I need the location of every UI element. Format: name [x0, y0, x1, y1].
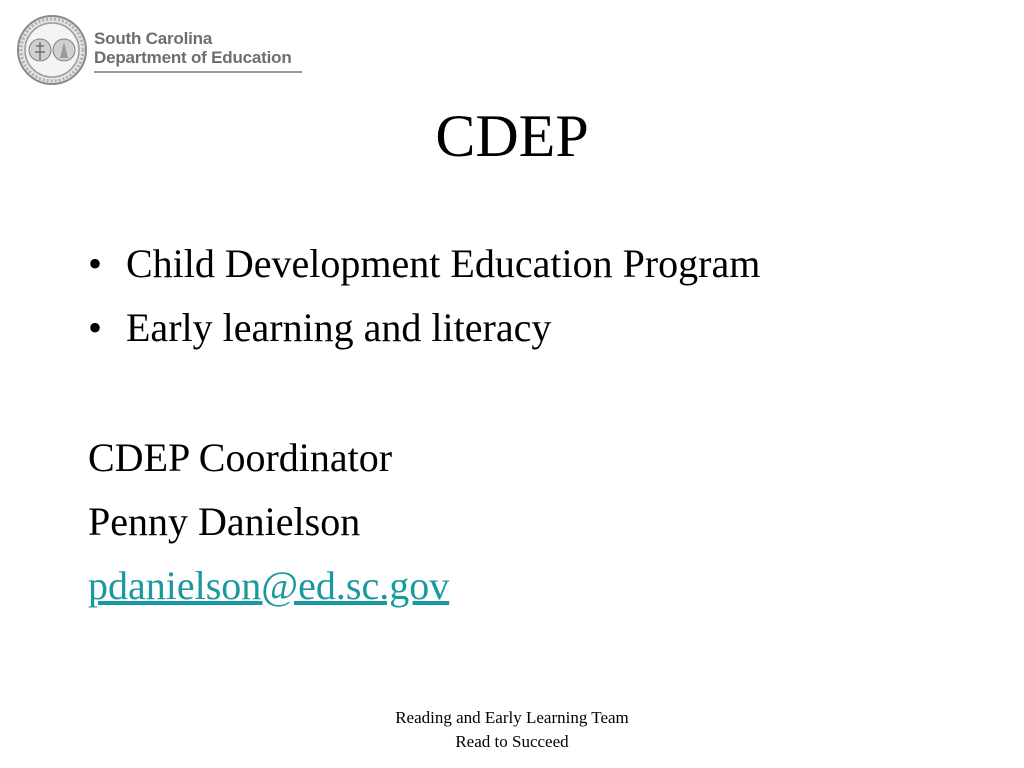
footer-program: Read to Succeed: [455, 732, 569, 751]
footer-team: Reading and Early Learning Team: [395, 708, 629, 727]
footer: [362, 706, 662, 754]
bullet-text: Child Development Education Program: [126, 241, 761, 286]
coordinator-role: CDEP Coordinator: [88, 435, 393, 480]
logo-line-2: Department of Education: [94, 48, 292, 67]
bullet-dot: •: [88, 241, 103, 286]
logo-line-1: South Carolina: [94, 29, 213, 48]
bullet-text: Early learning and literacy: [126, 305, 552, 350]
bullet-dot: •: [88, 305, 103, 350]
logo-org-name: [94, 29, 292, 67]
sc-department-of-education-logo: [16, 14, 306, 88]
bullet-item: [88, 296, 760, 360]
slide-title: CDEP: [435, 103, 589, 169]
email-link[interactable]: pdanielson@ed.sc.gov: [88, 563, 450, 608]
bullet-item: [88, 232, 760, 296]
bullet-list: [88, 232, 760, 360]
logo-underline: [94, 71, 302, 73]
contact-block: [88, 426, 449, 618]
coordinator-name: Penny Danielson: [88, 499, 361, 544]
state-seal-icon: [16, 14, 88, 86]
